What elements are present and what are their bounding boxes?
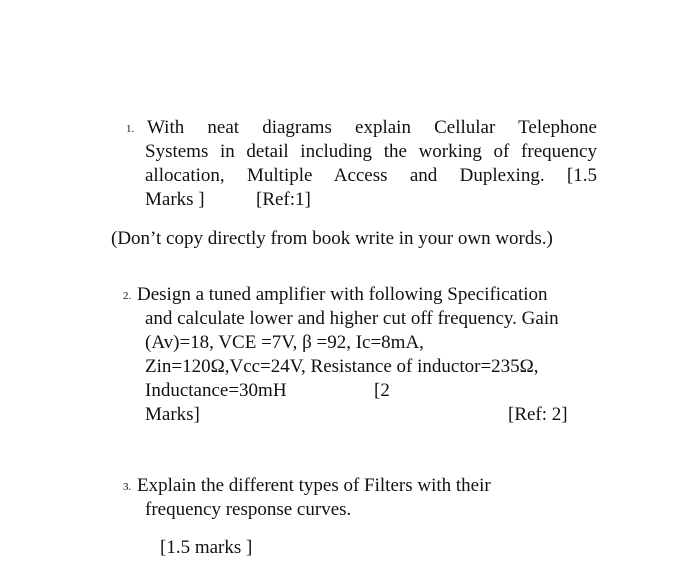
question-3-line-2: frequency response curves.: [145, 499, 352, 520]
question-2-line-1: Design a tuned amplifier with following Specification: [137, 284, 548, 305]
question-2-marks-part: [2: [374, 380, 390, 401]
question-2-number: 2.: [123, 290, 132, 302]
question-1-line-4: Marks ]: [145, 189, 205, 210]
question-1-ref: [Ref:1]: [256, 189, 311, 210]
question-2-line-5: Inductance=30mH: [145, 380, 287, 401]
question-2-ref: [Ref: 2]: [508, 404, 568, 425]
question-2-line-2: and calculate lower and higher cut off frequency. Gain: [145, 308, 559, 329]
question-3-number: 3.: [123, 481, 132, 493]
question-3-marks: [1.5 marks ]: [160, 537, 253, 558]
question-3-line-1: Explain the different types of Filters with their: [137, 475, 491, 496]
question-2-line-4: Zin=120Ω,Vcc=24V, Resistance of inductor=235Ω,: [145, 356, 539, 377]
question-2-line-3: (Av)=18, VCE =7V, β =92, Ic=8mA,: [145, 332, 424, 353]
question-1-line-3: allocation, Multiple Access and Duplexing. [1.5: [145, 165, 597, 186]
question-1-line-1: With neat diagrams explain Cellular Telephone: [147, 117, 597, 138]
question-1-line-2: Systems in detail including the working of frequency: [145, 141, 597, 162]
question-1-number: 1.: [126, 123, 135, 135]
instruction-note: (Don’t copy directly from book write in your own words.): [111, 228, 553, 249]
question-2-line-6: Marks]: [145, 404, 200, 425]
